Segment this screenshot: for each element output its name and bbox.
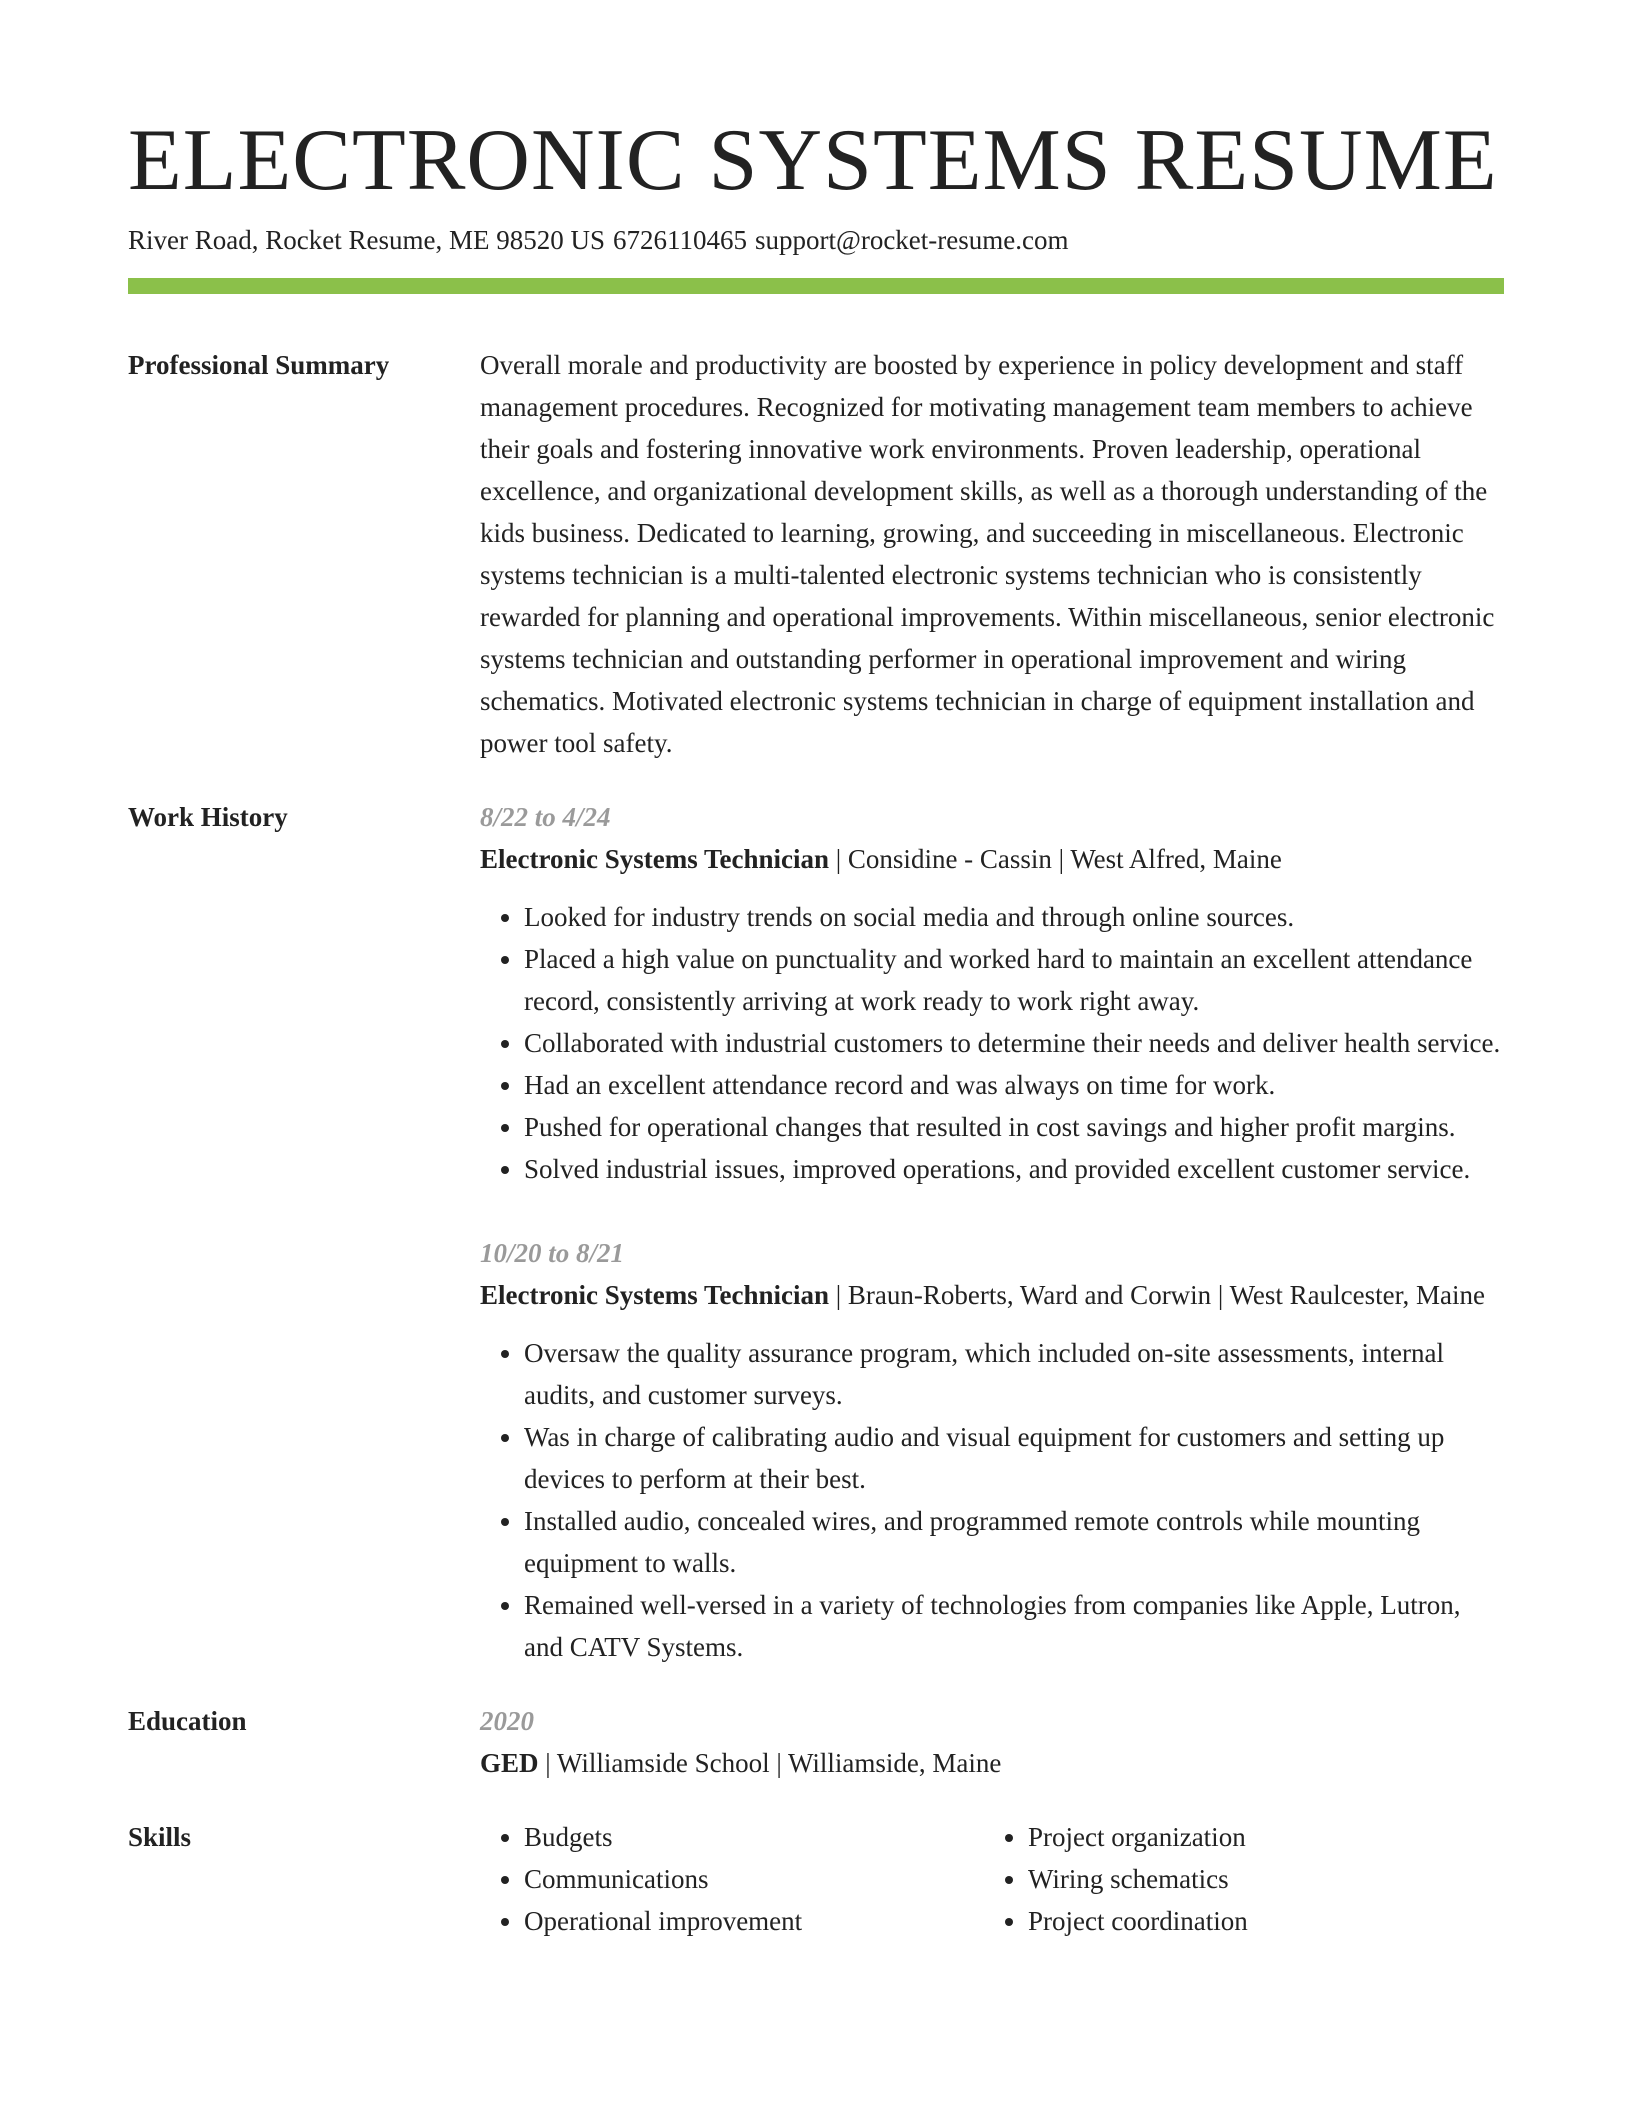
work-history-content bbox=[480, 796, 1504, 1668]
education-details: | Williamside School | Williamside, Maine bbox=[538, 1748, 1002, 1779]
job-role: Electronic Systems Technician bbox=[480, 844, 830, 875]
job-bullet: • Oversaw the quality assurance program, which included on-site assessments, internal audits, and customer surveys. bbox=[524, 1332, 1504, 1416]
job-role: Electronic Systems Technician bbox=[480, 1280, 830, 1311]
skill-item: • Project coordination bbox=[1028, 1900, 1488, 1942]
skill-item: • Operational improvement bbox=[524, 1900, 984, 1942]
job-bullet: • Was in charge of calibrating audio and visual equipment for customers and setting up devices to perform at their best. bbox=[524, 1416, 1504, 1500]
skills-column-right bbox=[984, 1816, 1488, 1942]
job-entry bbox=[480, 1232, 1504, 1668]
job-title-line bbox=[480, 1274, 1504, 1316]
skills-content bbox=[480, 1816, 1504, 1942]
job-bullet: • Collaborated with industrial customers to determine their needs and deliver health service. bbox=[524, 1022, 1504, 1064]
section-label-summary: Professional Summary bbox=[128, 350, 390, 381]
skill-item: • Wiring schematics bbox=[1028, 1858, 1488, 1900]
education-content bbox=[480, 1700, 1504, 1784]
header-divider bbox=[128, 278, 1504, 294]
job-bullets bbox=[480, 1332, 1504, 1668]
skill-item: • Communications bbox=[524, 1858, 984, 1900]
summary-section bbox=[128, 344, 1504, 764]
resume-title: ELECTRONIC SYSTEMS RESUME bbox=[128, 112, 1498, 209]
education-degree: GED bbox=[480, 1748, 539, 1779]
skills-grid bbox=[480, 1816, 1504, 1942]
section-label-work: Work History bbox=[128, 802, 288, 833]
contact-phone: 6726110465 bbox=[612, 225, 747, 256]
resume-page bbox=[128, 110, 1504, 1942]
job-entry bbox=[480, 796, 1504, 1190]
job-bullet: • Installed audio, concealed wires, and programmed remote controls while mounting equipment to walls. bbox=[524, 1500, 1504, 1584]
job-details: | Braun-Roberts, Ward and Corwin | West Raulcester, Maine bbox=[829, 1280, 1486, 1311]
summary-text: Overall morale and productivity are boosted by experience in policy development and staff management procedures. Recognized for motivating management team members to achieve their goals and fostering innovative work environments. Proven leadership, operational excellence, and organizational development skills, as well as a thorough understanding of the kids business. Dedicated to learning, growing, and succeeding in miscellaneous. Electronic systems technician is a multi-talented electronic systems technician who is consistently rewarded for planning and operational improvements. Within miscellaneous, senior electronic systems technician and outstanding performer in operational improvement and wiring schematics. Motivated electronic systems technician in charge of equipment installation and power tool safety. bbox=[480, 350, 1495, 759]
skills-section bbox=[128, 1816, 1504, 1942]
job-dates: 10/20 to 8/21 bbox=[480, 1238, 625, 1269]
job-bullet: • Remained well-versed in a variety of technologies from companies like Apple, Lutron, and CATV Systems. bbox=[524, 1584, 1504, 1668]
job-bullet: • Placed a high value on punctuality and worked hard to maintain an excellent attendance record, consistently arriving at work ready to work right away. bbox=[524, 938, 1504, 1022]
job-dates: 8/22 to 4/24 bbox=[480, 802, 611, 833]
job-bullet: • Solved industrial issues, improved operations, and provided excellent customer service. bbox=[524, 1148, 1504, 1190]
education-line bbox=[480, 1742, 1504, 1784]
job-bullets bbox=[480, 896, 1504, 1190]
education-section bbox=[128, 1700, 1504, 1784]
work-history-section bbox=[128, 796, 1504, 1668]
skill-item: • Project organization bbox=[1028, 1816, 1488, 1858]
contact-email: support@rocket-resume.com bbox=[754, 225, 1069, 256]
skill-item: • Budgets bbox=[524, 1816, 984, 1858]
education-date: 2020 bbox=[480, 1706, 534, 1737]
contact-line bbox=[128, 223, 1504, 258]
skills-column-left bbox=[480, 1816, 984, 1942]
job-title-line bbox=[480, 838, 1504, 880]
contact-address: River Road, Rocket Resume, ME 98520 US bbox=[128, 225, 605, 256]
job-details: | Considine - Cassin | West Alfred, Maine bbox=[829, 844, 1282, 875]
job-bullet: • Looked for industry trends on social media and through online sources. bbox=[524, 896, 1504, 938]
job-bullet: • Had an excellent attendance record and was always on time for work. bbox=[524, 1064, 1504, 1106]
section-label-skills: Skills bbox=[128, 1822, 192, 1853]
job-bullet: • Pushed for operational changes that resulted in cost savings and higher profit margins. bbox=[524, 1106, 1504, 1148]
section-label-education: Education bbox=[128, 1706, 247, 1737]
